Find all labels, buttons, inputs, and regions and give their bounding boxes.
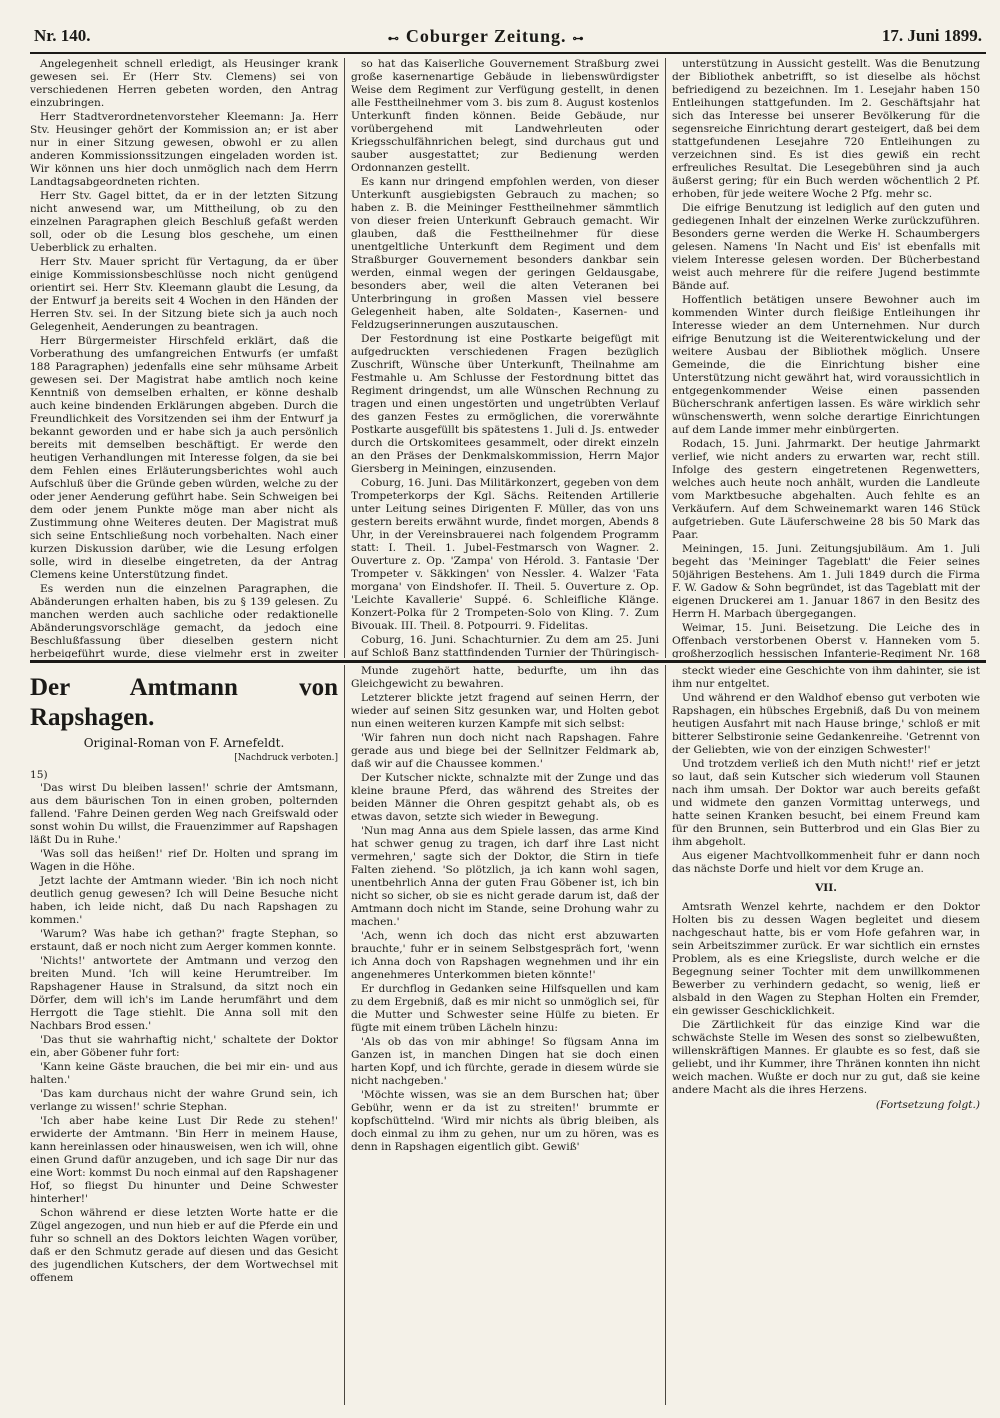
novel-paragraph: Und während er den Waldhof ebenso gut verboten wie Rapshagen, ein hübsches Ergebniß, daß Du von meinem heutigen Ausfahrt mit nach Hause bringe,' schloß er mit bitterer Selbstironie seine Gedankenreihe. 'Getrennt von der Geliebten, wie von der einzigen Schwester!' (672, 692, 980, 756)
issue-number: Nr. 140. (34, 26, 91, 45)
news-paragraph: Herr Stadtverordnetenvorsteher Kleemann: Ja. Herr Stv. Heusinger gehört der Kommission an; er ist aber nur in einer Sitzung gewesen, obwohl er zu allen anderen Kommissionssitzungen eingeladen worden ist. Wir können uns hier doch unmöglich nach dem Herrn Landtagsabgeordneten richten. (30, 111, 338, 188)
novel-paragraph: Und trotzdem verließ ich den Muth nicht!' rief er jetzt so laut, daß sein Kutscher sich wiederum voll Staunen nach ihm umsah. Der Doktor war auch bereits gefaßt und widmete den ganzen Vormittag unterwegs, und hatte seinen Kranken besucht, bei einem Freund kam für den Brunnen, sein Butterbrod und ein Glas Bier zu ihm abgeholt. (672, 758, 980, 848)
novel-paragraph: 'Nun mag Anna aus dem Spiele lassen, das arme Kind hat schwer genug zu tragen, ich darf ihre Last nicht vermehren,' sagte sich der Doktor, die Stirn in tiefe Falten ziehend. 'So plötzlich, ja ich kann wohl sagen, unentbehrlich Anna der guten Frau Göbener ist, ich bin nicht so sicher, ob sie es nicht gerade darum ist, daß der Amtmann doch nicht im Stande, seine Drohung wahr zu machen.' (351, 825, 659, 928)
news-paragraph: Coburg, 16. Juni. Schachturnier. Zu dem am 25. Juni auf Schloß Banz stattfindenden Turnier der Thüringisch- (351, 634, 659, 658)
news-paragraph: Der Festordnung ist eine Postkarte beigefügt mit aufgedruckten verschiedenen Fragen bezüglich Zuschrift, Wünsche über Unterkunft, Theilnahme am Festmahle u. Am Schlusse der Festordnung bittet das Regiment dringendst, um alle Wünschen Rechnung zu tragen und einen ungestörten und ungetrübten Verlauf des ganzen Festes zu ermöglichen, die vorerwähnte Postkarte ausgefüllt bis spätestens 1. Juli d. Js. entweder durch die Ortskomitees gesammelt, oder direkt einzeln an den Präses der Denkmalskommission, Herrn Major Giersberg in Meiningen, einzusenden. (351, 333, 659, 475)
novel-paragraph: 'Nichts!' antwortete der Amtmann und verzog den breiten Mund. 'Ich will keine Herumtreiber. Im Rapshagener Hause in Stralsund, da sitzt noch ein Dörfer, dem will ich's im Lande herumfährt und dem Herrgott die Tage stiehlt. Die Anna soll mit den Nachbars Brod essen.' (30, 955, 338, 1032)
novel-paragraph: Aus eigener Machtvollkommenheit fuhr er dann noch das nächste Dorfe und hielt vor dem Kruge an. (672, 850, 980, 875)
news-paragraph: Es kann nur dringend empfohlen werden, von dieser Unterkunft ausgiebigsten Gebrauch zu machen; so haben z. B. die Meininger Festtheilnehmer sämmtlich von dieser freien Unterkunft Gebrauch gemacht. Wir glauben, daß die Festtheilnehmer für diese unentgeltliche Unterkunft dem Regiment und dem Straßburger Gouvernement besonders dankbar sein werden, einmal wegen der geringen Geldausgabe, besonders aber, weil die alten Veteranen bei Unterbringung in großen Massen viel bessere Gelegenheit haben, alte Soldaten-, Kasernen- und Feldzugserinnerungen auszutauschen. (351, 176, 659, 331)
novel-paragraph: 'Kann keine Gäste brauchen, die bei mir ein- und aus halten.' (30, 1061, 338, 1086)
novel-paragraph: Amtsrath Wenzel kehrte, nachdem er den Doktor Holten bis zu dessen Wagen begleitet und diesem nachgeschaut hatte, bis er vom Hofe gefahren war, in sein Arbeitszimmer zurück. Er war sichtlich ein ernstes Problem, als es eine Kriegsliste, durch welche er die Begegnung seiner Tochter mit dem unwillkommenen Bewerber zu verhindern gedacht, so wenig, ließ er alsbald in den Wagen zu Stephan Holten ein Fremder, ein gewisser Geschicklichkeit. (672, 901, 980, 1017)
novel-column-2 (344, 665, 665, 1405)
news-paragraph: unterstützung in Aussicht gestellt. Was die Benutzung der Bibliothek anbetrifft, so ist dieselbe als höchst befriedigend zu bezeichnen. Im 1. Lesejahr haben 150 Entleihungen stattgefunden. Im 2. Geschäftsjahr hat sich das Interesse bei unserer Bevölkerung für die segensreiche Einrichtung derart gesteigert, daß bei dem stattgefundenen Lesejahre 720 Entleihungen zu verzeichnen sind. Es ist dies gewiß ein recht erfreuliches Resultat. Die Lesegebühren sind ja auch äußerst gering; für ein Buch werden wöchentlich 2 Pf. erhoben, für jede weitere Woche 2 Pfg. mehr sc. (672, 58, 980, 200)
news-section (30, 54, 986, 658)
newspaper-title: ⊷ Coburger Zeitung. ⊶ (382, 26, 591, 47)
novel-paragraph: Letzterer blickte jetzt fragend auf seinen Herrn, der wieder auf seinen Sitz gesunken war, und Holten gebot nun einen weiteren kurzen Kampfe mit sich selbst: (351, 692, 659, 730)
novel-paragraph: 'Das kam durchaus nicht der wahre Grund sein, ich verlange zu wissen!' schrie Stephan. (30, 1088, 338, 1113)
novel-paragraph: 'Möchte wissen, was sie an dem Burschen hat; über Gebühr, wenn er da ist zu streiten!' brummte er kopfschüttelnd. 'Wird mir nichts als übrig bleiben, als doch einmal zu ihm zu gehen, nur um zu hören, was es denn in Rapshagen eigentlich gibt. Gewiß' (351, 1089, 659, 1153)
novel-paragraph: Der Kutscher nickte, schnalzte mit der Zunge und das kleine braune Pferd, das während des Streites der beiden Männer die Ohren gespitzt gehabt als, ob es etwas davon, setzte sich wieder in Bewegung. (351, 772, 659, 823)
news-paragraph: Herr Stv. Gagel bittet, da er in der letzten Sitzung nicht anwesend war, um Mittheilung, ob zu den einzelnen Paragraphen gleich Beschluß gefaßt werden soll, oder ob die Lesung blos geschehe, um einen Ueberblick zu erhalten. (30, 190, 338, 254)
novel-paragraph: 'Das wirst Du bleiben lassen!' schrie der Amtsmann, aus dem bäurischen Ton in einen groben, polternden fallend. 'Fahre Deinen gerden Weg nach Greifswald oder sonst wohin Du willst, die Frauenzimmer auf Rapshagen läßt Du in Ruhe.' (30, 782, 338, 846)
ornament-left-icon: ⊷ (387, 32, 400, 45)
novel-title: Der Amtmann von Rapshagen. (30, 674, 338, 731)
novel-paragraph: 'Das thut sie wahrhaftig nicht,' schaltete der Doktor ein, aber Göbener fuhr fort: (30, 1034, 338, 1059)
novel-paragraph: 'Wir fahren nun doch nicht nach Rapshagen. Fahre gerade aus und biege bei der Sellnitzer Feldmark ab, daß wir auf die Chaussee kommen.' (351, 732, 659, 770)
novel-paragraph: 'Warum? Was habe ich gethan?' fragte Stephan, so erstaunt, daß er noch nicht zum Aerger kommen konnte. (30, 928, 338, 953)
issue-date: 17. Juni 1899. (881, 26, 982, 45)
novel-paragraph: 'Ich aber habe keine Lust Dir Rede zu stehen!' erwiderte der Amtmann. 'Bin Herr in meinem Hause, kann hereinlassen oder hinausweisen, wen ich will, ohne einen Grund dafür anzugeben, und ich sage Dir nur das eine Wort: kommst Du noch einmal auf den Rapshagener Hof, so fliegst Du hinunter und Deine Schwester hinterher!' (30, 1115, 338, 1205)
news-column-3 (665, 58, 986, 658)
novel-paragraph: Er durchflog in Gedanken seine Hilfsquellen und kam zu dem Ergebniß, daß es mir nicht so unmöglich sei, für die Mutter und Schwester seine Hülfe zu bieten. Er fügte mit einem trüben Lächeln hinzu: (351, 983, 659, 1034)
installment-number: 15) (30, 769, 48, 781)
feuilleton-divider (30, 660, 986, 663)
news-paragraph: Meiningen, 15. Juni. Zeitungsjubiläum. Am 1. Juli begeht das 'Meininger Tageblatt' die Feier seines 50jährigen Bestehens. Am 1. Juli 1849 durch die Firma F. W. Gadow & Sohn begründet, ist das Tageblatt mit der eigenen Druckerei am 1. Januar 1867 in den Besitz des Herrn H. Marbach übergegangen. (672, 543, 980, 620)
novel-paragraph: 'Als ob das von mir abhinge! So fügsam Anna im Ganzen ist, in manchen Dingen hat sie doch einen harten Kopf, und ich fürchte, gerade in diesem würde sie nicht nachgeben.' (351, 1036, 659, 1087)
continuation-note: (Fortsetzung folgt.) (875, 1099, 980, 1111)
news-paragraph: Herr Bürgermeister Hirschfeld erklärt, daß die Vorberathung des umfangreichen Entwurfs (er umfaßt 188 Paragraphen) jedenfalls eine sehr mühsame Arbeit gewesen sei. Der Magistrat habe amtlich noch keine Kenntniß von demselben erhalten, er könne deshalb auch keine bindenden Erklärungen abgeben. Durch die Freundlichkeit des Vorsitzenden sei ihm der Entwurf ja bekannt geworden und er habe sich ja auch persönlich bereits mit demselben beschäftigt. Er werde den heutigen Verhandlungen mit Interesse folgen, da sie bei dem Fehlen eines Erläuterungsberichtes wohl auch Aufschluß über die Gründe geben würden, welche zu der oder jener Aenderung geführt habe. Sein Schweigen bei dem oder jenem Punkte möge man aber nicht als Zustimmung ohne Weiteres deuten. Der Magistrat muß sich seine Entschließung noch vorbehalten. Nach einer kurzen Diskussion darüber, wie die Lesung erfolgen solle, wird in dieselbe eingetreten, da der Antrag Clemens keine Unterstützung findet. (30, 335, 338, 581)
news-paragraph: Hoffentlich betätigen unsere Bewohner auch im kommenden Winter durch fleißige Entleihungen ihr Interesse wieder an dem Unternehmen. Nur durch eifrige Benutzung ist die Weiterentwickelung und der weitere Ausbau der Bibliothek möglich. Unsere Gemeinde, die die Einrichtung bisher eine Unterstützung nicht gewährt hat, wird voraussichtlich in entgegenkommender Weise einen passenden Bücherschrank anfertigen lassen. Es wäre wirklich sehr wünschenswerth, wenn solche derartige Einrichtungen auf dem Lande immer mehr einbürgerten. (672, 294, 980, 436)
news-paragraph: Rodach, 15. Juni. Jahrmarkt. Der heutige Jahrmarkt verlief, wie nicht anders zu erwarten war, recht still. Infolge des gestern eingetretenen Regenwetters, welches auch heute noch anhält, wurden die Landleute vom Marktbesuche abgehalten. Auch fehlte es an Verkäufern. Auf dem Schweinemarkt waren 146 Stück aufgetrieben. Gute Läuferschweine 28 bis 50 Mark das Paar. (672, 438, 980, 541)
news-paragraph: Weimar, 15. Juni. Beisetzung. Die Leiche des in Offenbach verstorbenen Oberst v. Hanneken vom 5. großherzoglich hessischen Infanterie-Regiment Nr. 168 (672, 622, 980, 658)
reprint-notice: [Nachdruck verboten.] (234, 753, 338, 763)
novel-paragraph: steckt wieder eine Geschichte von ihm dahinter, sie ist ihm nur entgeltet. (672, 665, 980, 690)
news-paragraph: Angelegenheit schnell erledigt, als Heusinger krank gewesen sei. Er (Herr Stv. Clemens) sei von verschiedenen Herren gebeten worden, den Antrag einzubringen. (30, 58, 338, 109)
news-paragraph: Herr Stv. Mauer spricht für Vertagung, da er über einige Kommissionsbeschlüsse noch nicht genügend orientirt sei. Herr Stv. Kleemann glaubt die Lesung, da der Entwurf ja bereits seit 4 Wochen in den Händen der Herren Stv. sei. In der Sitzung biete sich ja auch noch Gelegenheit, Aenderungen zu beantragen. (30, 256, 338, 333)
novel-paragraph: 'Was soll das heißen!' rief Dr. Holten und sprang im Wagen in die Höhe. (30, 848, 338, 873)
news-column-1 (30, 58, 344, 658)
novel-paragraph: Jetzt lachte der Amtmann wieder. 'Bin ich noch nicht deutlich genug gewesen? Ich will Deine Besuche nicht haben, ich leide nicht, daß Du nach Rapshagen zu kommen.' (30, 875, 338, 926)
news-paragraph: Coburg, 16. Juni. Das Militärkonzert, gegeben von dem Trompeterkorps der Kgl. Sächs. Reitenden Artillerie unter Leitung seines Dirigenten F. Müller, das von uns gestern bereits erwähnt wurde, findet morgen, Abends 8 Uhr, in der Vereinsbrauerei nach folgendem Programm statt: I. Theil. 1. Jubel-Festmarsch von Wagner. 2. Ouverture z. Op. 'Zampa' von Hérold. 3. Fantasie 'Der Trompeter v. Säkkingen' von Nessler. 4. Walzer 'Fata morgana' von Eindshofer. II. Theil. 5. Ouverture z. Op. 'Leichte Kavallerie' Suppé. 6. Schleifliche Klänge. Konzert-Polka für 2 Trompeten-Solo von Kling. 7. Zum Bivouak. III. Theil. 8. Potpourri. 9. Fidelitas. (351, 477, 659, 632)
news-paragraph: so hat das Kaiserliche Gouvernement Straßburg zwei große kasernenartige Gebäude in liebenswürdigster Weise dem Regiment zur Verfügung gestellt, in denen alle Festtheilnehmer vom 3. bis zum 8. August kostenlos Unterkunft finden können. Beide Gebäude, nur vorübergehend mit Landwehrleuten oder Kriegsschulfähnrichen belegt, sind durchaus gut und sauber ausgestattet; zur Bedienung werden Ordonnanzen gestellt. (351, 58, 659, 174)
chapter-heading: VII. (815, 882, 837, 894)
novel-paragraph: Schon während er diese letzten Worte hatte er die Zügel angezogen, und nun hieb er auf die Pferde ein und fuhr so schnell an des Doktors leichten Wagen vorüber, daß er den Schmutz gerade auf diesen und das Gesicht des jugendlichen Kutschers, der dem Wortwechsel mit offenem (30, 1207, 338, 1284)
news-paragraph: Die eifrige Benutzung ist lediglich auf den guten und gediegenen Inhalt der einzelnen Werke zurückzuführen. Besonders gerne werden die Werke H. Schaumbergers gelesen. Namens 'In Nacht und Eis' ist ebenfalls mit vielem Interesse gelesen worden. Der Bücherbestand weist auch mehrere für die reifere Jugend bestimmte Bände auf. (672, 202, 980, 292)
ornament-right-icon: ⊶ (572, 32, 585, 45)
novel-section (30, 665, 986, 1405)
masthead (30, 24, 986, 54)
novel-paragraph: Munde zugehört hatte, bedurfte, um ihn das Gleichgewicht zu bewahren. (351, 665, 659, 690)
news-paragraph: Es werden nun die einzelnen Paragraphen, die Abänderungen erhalten haben, bis zu § 139 gelesen. Zu manchen werden auch sachliche oder redaktionelle Abänderungsvorschläge gemacht, da jedoch eine Beschlußfassung über dieselben gestern nicht herbeigeführt wurde, diese vielmehr erst in zweiter (30, 583, 338, 658)
novel-paragraph: Die Zärtlichkeit für das einzige Kind war die schwächste Stelle im Wesen des sonst so zielbewußten, willenskräftigen Mannes. Er glaubte es so fest, daß sie geliebt, und ihr Kummer, ihre Thränen konnten ihn nicht weich machen. Wußte er doch nur zu gut, daß sie keine andere Macht als die ihres Herzens. (672, 1019, 980, 1096)
novel-column-1 (30, 665, 344, 1405)
novel-subtitle: Original-Roman von F. Arnefeldt. (83, 736, 285, 750)
novel-column-3 (665, 665, 986, 1405)
novel-paragraph: 'Ach, wenn ich doch das nicht erst abzuwarten brauchte,' fuhr er in seinem Selbstgespräch fort, 'wenn ich Anna doch von Rapshagen wegnehmen und ihr ein angenehmeres Unterkommen bieten könnte!' (351, 930, 659, 981)
news-column-2 (344, 58, 665, 658)
